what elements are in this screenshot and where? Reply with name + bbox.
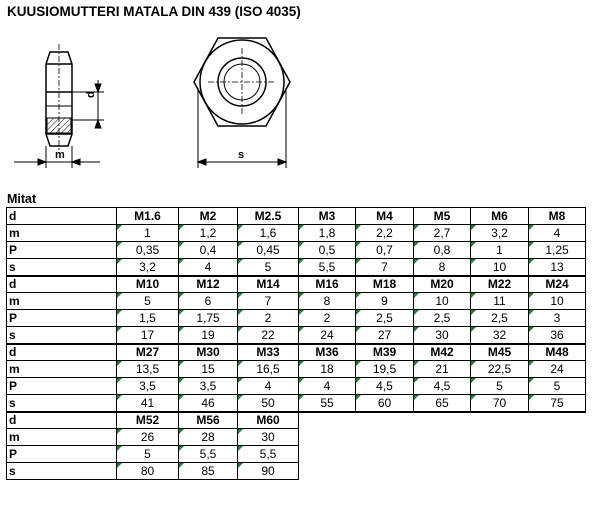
table-cell: M42 (414, 344, 471, 361)
nut-drawing (0, 30, 600, 190)
table-cell: 8 (414, 259, 471, 276)
table-cell: M16 (299, 276, 356, 293)
dimensions-table (6, 207, 586, 480)
table-cell: 3 (529, 310, 586, 327)
empty-cell (471, 412, 529, 429)
row-label: P (7, 446, 117, 463)
table-cell: M45 (471, 344, 529, 361)
table-cell: 30 (414, 327, 471, 344)
row-label: P (7, 242, 117, 259)
table-row (7, 242, 586, 259)
table-cell: 22,5 (471, 361, 529, 378)
table-cell: 27 (356, 327, 414, 344)
empty-cell (414, 429, 471, 446)
table-cell: 10 (414, 293, 471, 310)
table-cell: 55 (299, 395, 356, 412)
table-cell: 5 (117, 446, 179, 463)
table-row (7, 259, 586, 276)
table-cell: 11 (471, 293, 529, 310)
row-label: m (7, 225, 117, 242)
table-cell: 1 (471, 242, 529, 259)
table-cell: 0,4 (179, 242, 238, 259)
table-cell: M20 (414, 276, 471, 293)
empty-cell (414, 412, 471, 429)
table-cell: M8 (529, 208, 586, 225)
section-label: Mitat (7, 192, 37, 206)
table-cell: 8 (299, 293, 356, 310)
row-label: P (7, 310, 117, 327)
table-cell: 16,5 (238, 361, 299, 378)
table-cell: M2 (179, 208, 238, 225)
page-title: KUUSIOMUTTERI MATALA DIN 439 (ISO 4035) (7, 4, 301, 19)
table-cell: 5 (238, 259, 299, 276)
table-cell: 65 (414, 395, 471, 412)
nut-front-view (194, 38, 290, 126)
empty-cell (414, 446, 471, 463)
table-row (7, 208, 586, 225)
label-d: d (85, 91, 97, 98)
table-cell: 5 (471, 378, 529, 395)
table-cell: 24 (529, 361, 586, 378)
row-label: m (7, 293, 117, 310)
table-cell: M24 (529, 276, 586, 293)
table-cell: 0,5 (299, 242, 356, 259)
table-cell: 9 (356, 293, 414, 310)
table-cell: 0,8 (414, 242, 471, 259)
table-cell: 2,5 (471, 310, 529, 327)
table-cell: 19 (179, 327, 238, 344)
table-cell: M10 (117, 276, 179, 293)
table-cell: 0,35 (117, 242, 179, 259)
table-cell: 3,2 (117, 259, 179, 276)
table-cell: 70 (471, 395, 529, 412)
empty-cell (356, 412, 414, 429)
table-cell: M52 (117, 412, 179, 429)
empty-cell (356, 446, 414, 463)
table-cell: M36 (299, 344, 356, 361)
table-row (7, 378, 586, 395)
d-dimension (72, 80, 104, 128)
label-s: s (238, 149, 245, 161)
table-cell: 24 (299, 327, 356, 344)
row-label: P (7, 378, 117, 395)
table-cell: 1,8 (299, 225, 356, 242)
row-label: s (7, 463, 117, 480)
empty-cell (529, 429, 586, 446)
table-cell: M30 (179, 344, 238, 361)
table-row (7, 344, 586, 361)
table-row (7, 293, 586, 310)
empty-cell (356, 429, 414, 446)
table-cell: M12 (179, 276, 238, 293)
table-row (7, 446, 586, 463)
table-cell: 4 (179, 259, 238, 276)
table-row (7, 429, 586, 446)
table-cell: 1,2 (179, 225, 238, 242)
table-cell: 2,5 (356, 310, 414, 327)
table-row (7, 395, 586, 412)
empty-cell (471, 446, 529, 463)
table-cell: 3,5 (179, 378, 238, 395)
table-row (7, 327, 586, 344)
table-cell: 28 (179, 429, 238, 446)
empty-cell (529, 463, 586, 480)
row-label: m (7, 361, 117, 378)
table-cell: 3,5 (117, 378, 179, 395)
table-cell: M33 (238, 344, 299, 361)
table-cell: 1,25 (529, 242, 586, 259)
table-cell: 6 (179, 293, 238, 310)
table-cell: 85 (179, 463, 238, 480)
table-cell: 1,75 (179, 310, 238, 327)
table-cell: M39 (356, 344, 414, 361)
table-cell: 10 (471, 259, 529, 276)
table-cell: 0,45 (238, 242, 299, 259)
table-cell: 5 (529, 378, 586, 395)
table-row (7, 310, 586, 327)
empty-cell (529, 446, 586, 463)
table-cell: 32 (471, 327, 529, 344)
table-cell: 17 (117, 327, 179, 344)
table-cell: 18 (299, 361, 356, 378)
table-cell: 19,5 (356, 361, 414, 378)
empty-cell (299, 463, 356, 480)
table-cell: 2,2 (356, 225, 414, 242)
table-row (7, 463, 586, 480)
table-cell: 46 (179, 395, 238, 412)
table-cell: 0,7 (356, 242, 414, 259)
row-label: m (7, 429, 117, 446)
table-cell: 5,5 (179, 446, 238, 463)
table-row (7, 412, 586, 429)
empty-cell (299, 446, 356, 463)
table-cell: 41 (117, 395, 179, 412)
table-cell: 2,7 (414, 225, 471, 242)
table-cell: M18 (356, 276, 414, 293)
empty-cell (356, 463, 414, 480)
table-cell: 13 (529, 259, 586, 276)
table-cell: 1,5 (117, 310, 179, 327)
table-cell: 7 (238, 293, 299, 310)
table-cell: M48 (529, 344, 586, 361)
row-label: d (7, 344, 117, 361)
table-cell: M4 (356, 208, 414, 225)
empty-cell (529, 412, 586, 429)
table-cell: 10 (529, 293, 586, 310)
table-row (7, 361, 586, 378)
nut-side-view (46, 44, 72, 154)
table-cell: 2 (238, 310, 299, 327)
table-row (7, 225, 586, 242)
table-cell: 4 (529, 225, 586, 242)
table-cell: 2,5 (414, 310, 471, 327)
empty-cell (471, 463, 529, 480)
table-cell: 30 (238, 429, 299, 446)
table-cell: 75 (529, 395, 586, 412)
table-row (7, 276, 586, 293)
table-cell: 5,5 (238, 446, 299, 463)
row-label: d (7, 208, 117, 225)
table-cell: 60 (356, 395, 414, 412)
empty-cell (471, 429, 529, 446)
empty-cell (299, 429, 356, 446)
table-cell: 4 (238, 378, 299, 395)
table-cell: M60 (238, 412, 299, 429)
table-cell: 7 (356, 259, 414, 276)
table-cell: 1,6 (238, 225, 299, 242)
table-cell: M22 (471, 276, 529, 293)
row-label: d (7, 276, 117, 293)
table-cell: 4,5 (356, 378, 414, 395)
table-cell: M5 (414, 208, 471, 225)
row-label: s (7, 259, 117, 276)
table-cell: 3,2 (471, 225, 529, 242)
table-cell: 1 (117, 225, 179, 242)
table-cell: 21 (414, 361, 471, 378)
table-cell: M1.6 (117, 208, 179, 225)
table-cell: M56 (179, 412, 238, 429)
table-cell: 5,5 (299, 259, 356, 276)
table-cell: 26 (117, 429, 179, 446)
table-cell: 4 (299, 378, 356, 395)
table-cell: 80 (117, 463, 179, 480)
table-cell: 90 (238, 463, 299, 480)
table-cell: 13,5 (117, 361, 179, 378)
table-cell: 4,5 (414, 378, 471, 395)
table-cell: 22 (238, 327, 299, 344)
row-label: d (7, 412, 117, 429)
table-cell: M27 (117, 344, 179, 361)
table-cell: 36 (529, 327, 586, 344)
table-cell: M2.5 (238, 208, 299, 225)
table-cell: 50 (238, 395, 299, 412)
table-cell: M3 (299, 208, 356, 225)
table-cell: M6 (471, 208, 529, 225)
table-cell: 5 (117, 293, 179, 310)
table-cell: 15 (179, 361, 238, 378)
label-m: m (55, 149, 65, 161)
empty-cell (299, 412, 356, 429)
row-label: s (7, 395, 117, 412)
empty-cell (414, 463, 471, 480)
table-cell: 2 (299, 310, 356, 327)
table-cell: M14 (238, 276, 299, 293)
row-label: s (7, 327, 117, 344)
